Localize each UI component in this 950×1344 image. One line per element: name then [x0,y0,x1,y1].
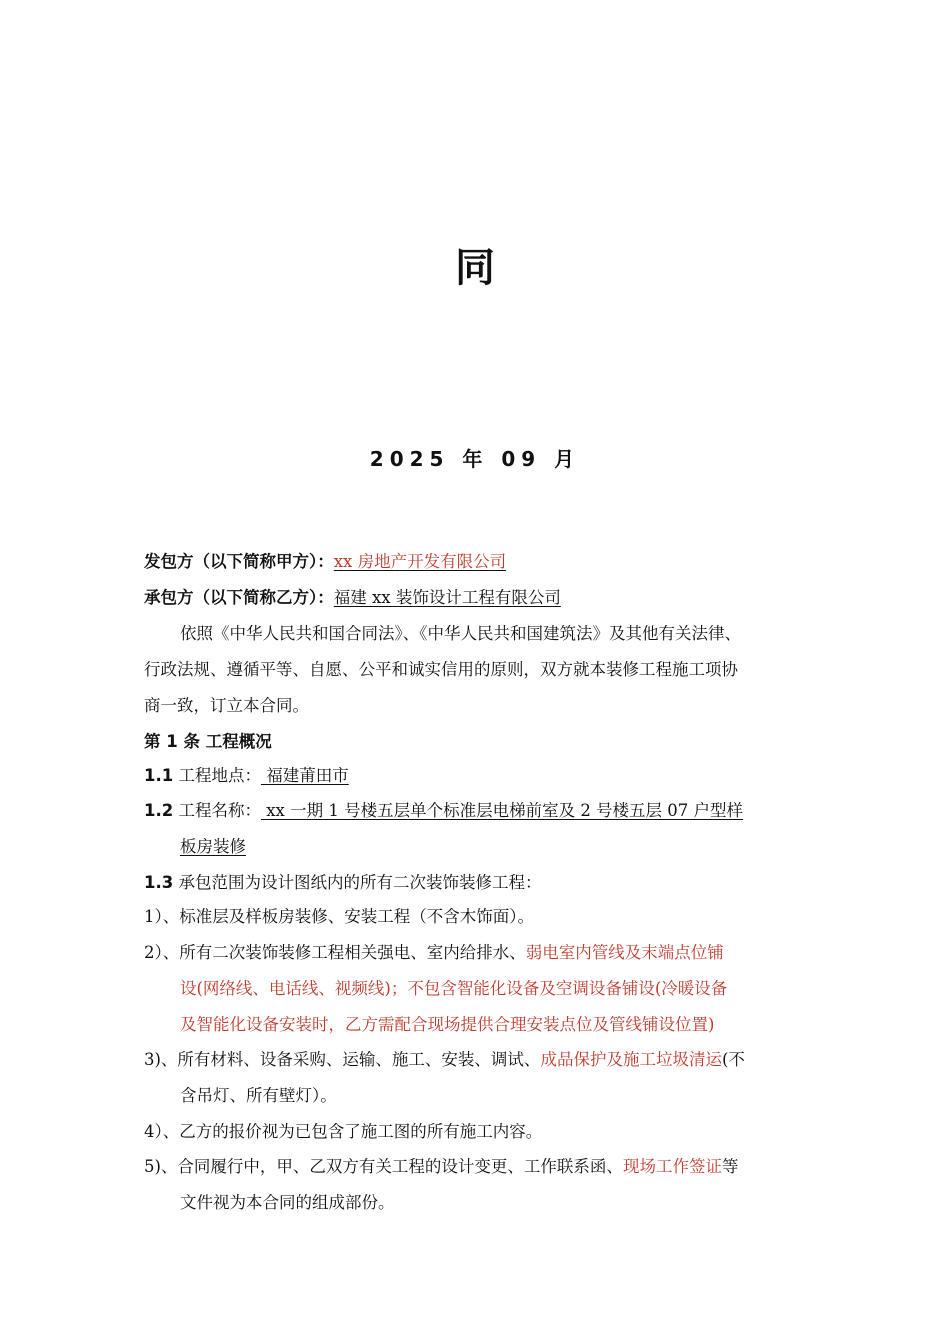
item-1-3 [144,871,824,895]
party-b-label: 承包方（以下简称乙方）： [144,588,334,607]
article-1-heading: 第 1 条 工程概况 [144,732,272,751]
scope-item-4: 4）、乙方的报价视为已包含了施工图的所有施工内容。 [144,1122,543,1141]
scope-item-2-line-3: 及智能化设备安装时，乙方需配合现场提供合理安装点位及管线铺设位置) [180,1015,715,1034]
intro-line-1: 依照《中华人民共和国合同法》、《中华人民共和国建筑法》及其他有关法律、 [180,624,741,643]
party-b-line [144,586,824,610]
cover-date: 2025 年 09 月 [369,447,581,471]
scope-item-5-line-2: 文件视为本合同的组成部份。 [180,1193,395,1212]
party-a-value: xx 房地产开发有限公司 [333,552,507,571]
item-1-2-label: 工程名称： [173,801,261,820]
scope-item-3-line-2: 含吊灯、所有壁灯）。 [180,1086,337,1105]
scope-item-3-red-text: 成品保护及施工垃圾清运 [540,1050,722,1069]
scope-item-5-text-a: 5)、合同履行中，甲、乙双方有关工程的设计变更、工作联系函、 [144,1157,623,1176]
item-1-3-text: 承包范围为设计图纸内的所有二次装饰装修工程： [173,873,542,892]
item-1-1-value: 福建莆田市 [260,766,349,785]
item-1-1-label: 工程地点： [173,766,261,785]
item-1-3-number: 1.3 [144,873,174,892]
item-1-1-number: 1.1 [144,766,174,785]
scope-item-2-red-text: 弱电室内管线及末端点位铺 [525,943,724,962]
item-1-1 [144,764,824,788]
party-b-value: 福建 xx 装饰设计工程有限公司 [333,588,561,607]
party-a-label: 发包方（以下简称甲方）： [144,552,334,571]
scope-item-3-text-b: (不 [721,1050,745,1069]
scope-item-3-text-a: 3)、所有材料、设备采购、运输、施工、安装、调试、 [144,1050,541,1069]
cover-title-char: 同 [455,245,495,291]
scope-item-2 [144,941,824,965]
party-a-line [144,550,824,574]
scope-item-1: 1）、标准层及样板房装修、安装工程（不含木饰面）。 [144,907,534,926]
scope-item-5-red-text: 现场工作签证 [622,1157,722,1176]
scope-item-3 [144,1048,824,1072]
scope-item-5 [144,1155,824,1179]
scope-item-2-text: 2）、所有二次装饰装修工程相关强电、室内给排水、 [144,943,526,962]
scope-item-5-text-b: 等 [721,1157,739,1176]
item-1-2-number: 1.2 [144,801,174,820]
item-1-2-value-line-1: xx 一期 1 号楼五层单个标准层电梯前室及 2 号楼五层 07 户型样 [260,801,744,820]
intro-line-3: 商一致，订立本合同。 [144,696,309,715]
item-1-2 [144,799,824,823]
scope-item-2-line-2: 设(网络线、电话线、视频线)；不包含智能化设备及空调设备铺设(冷暖设备 [180,979,728,998]
intro-line-2: 行政法规、遵循平等、自愿、公平和诚实信用的原则，双方就本装修工程施工项协 [144,660,738,679]
item-1-2-value-line-2: 板房装修 [180,837,246,856]
item-1-2-continuation [180,835,860,859]
